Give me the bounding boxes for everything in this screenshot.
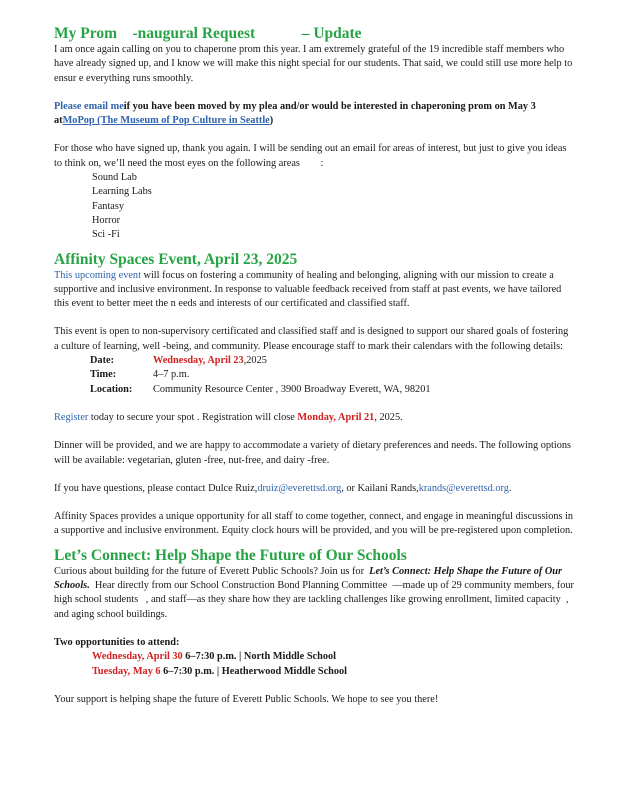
time-label: Time: <box>90 369 117 381</box>
contact-paragraph <box>54 482 574 496</box>
area-label: Learning Labs <box>92 186 152 198</box>
mopop-close: ) <box>269 115 274 127</box>
square-bullet-icon <box>76 665 82 679</box>
affinity-closing: Affinity Spaces provides a unique opportunity for all staff to come together, connect, and engage in meaningful discussions in a supportive and inclusive environment. Equity clock hours will be provided, and you will be pre-registered upon completion. <box>54 511 574 537</box>
opportunity-date: Wednesday, April 30 <box>92 651 183 663</box>
list-item <box>76 185 574 199</box>
register-paragraph <box>54 411 574 425</box>
area-label: Sci -Fi <box>92 229 120 241</box>
square-bullet-icon <box>76 228 82 242</box>
registration-close-date: Monday, April 21 <box>297 411 375 423</box>
connect-intro <box>54 565 577 622</box>
register-link[interactable]: Register <box>54 411 89 423</box>
areas-list <box>54 171 574 242</box>
registration-close-year: , 2025. <box>374 411 403 423</box>
contact-end: . <box>508 482 512 494</box>
register-text: today to secure your spot . Registration will close <box>88 411 298 423</box>
krands-email-link[interactable]: krands@everettsd.org <box>418 482 509 494</box>
square-bullet-icon <box>76 200 82 214</box>
opportunities-list <box>54 650 574 679</box>
mopop-link[interactable]: MoPop (The Museum of Pop Culture in Seattle <box>62 115 270 127</box>
square-bullet-icon <box>76 650 82 664</box>
list-item <box>76 171 574 185</box>
contact-mid: , or Kailani Rands, <box>341 482 419 494</box>
opportunity <box>92 665 347 679</box>
event-date: Wednesday, April 23 <box>153 355 244 367</box>
list-item <box>76 214 574 228</box>
area-label: Horror <box>92 214 121 226</box>
square-bullet-icon <box>76 214 82 228</box>
area-label: Fantasy <box>92 200 125 212</box>
upcoming-event-link[interactable]: This upcoming event <box>54 269 141 281</box>
connect-intro-b: Hear directly from our School Construction Bond Planning Committee —made up of 29 community members, four high school students , and staff—as they share how they are tackling challenges like growing enrollment, limited capacity , and aging school buildings. <box>54 580 577 620</box>
druiz-email-link[interactable]: druiz@everettsd.org <box>257 482 342 494</box>
email-request-text: if you have been moved by my plea and/or would be interested in chaperoning prom on May 3 at <box>54 100 536 127</box>
contact-pre: If you have questions, please contact Dulce Ruiz, <box>54 482 258 494</box>
opportunity-details: 6–7:30 p.m. | Heatherwood Middle School <box>160 665 348 677</box>
connect-closing: Your support is helping shape the future of Everett Public Schools. We hope to see you there! <box>54 693 439 705</box>
square-bullet-icon <box>76 171 82 185</box>
square-bullet-icon <box>76 185 82 199</box>
connect-intro-a: Curious about building for the future of Everett Public Schools? Join us for <box>54 565 370 577</box>
date-value <box>153 354 431 368</box>
affinity-heading: Affinity Spaces Event, April 23, 2025 <box>54 250 298 268</box>
prom-heading: My Prom -naugural Request – Update <box>54 25 362 42</box>
date-label: Date: <box>90 355 115 367</box>
opportunity-date: Tuesday, May 6 <box>92 665 161 677</box>
affinity-intro-text: will focus on fostering a community of healing and belonging, aligning with our mission to create a supportive and inclusive environment. In response to valuable feedback received from staff at past events, we have tailored this event to better meet the n eeds and interests of our certificated and classified staff. <box>54 269 562 310</box>
opportunity-details: 6–7:30 p.m. | North Middle School <box>182 651 336 663</box>
affinity-details-intro: This event is open to non-supervisory certificated and classified staff and is designed to support our shared goals of fostering a culture of learning, well -being, and community. Please encourage staff to mark their calendars with the following details: <box>54 326 569 352</box>
list-item <box>76 200 574 214</box>
list-item <box>76 650 574 664</box>
prom-followup: For those who have signed up, thank you again. I will be sending out an email for areas of interest, but just to give you ideas to think on, we’ll need the most eyes on the following areas : <box>54 143 570 169</box>
opportunity <box>92 650 336 664</box>
list-item <box>76 665 574 679</box>
affinity-intro <box>54 269 574 312</box>
event-year: ,2025 <box>243 355 267 367</box>
dinner-paragraph: Dinner will be provided, and we are happy to accommodate a variety of dietary preferences and needs. The following options will be available: vegetarian, gluten -free, nut-free, and dairy -free. <box>54 440 572 466</box>
email-me-link[interactable]: Please email me <box>54 100 124 112</box>
area-label: Sound Lab <box>92 172 137 184</box>
time-value: 4–7 p.m. <box>153 369 190 381</box>
event-details <box>90 354 431 397</box>
connect-heading: Let’s Connect: Help Shape the Future of Our Schools <box>54 546 407 564</box>
prom-intro: I am once again calling on you to chaperone prom this year. I am extremely grateful of the 19 incredible staff members who have already signed up, and I know we will make this night special for our students. That said, we could still use more help to ensur e everything runs smoothly. <box>54 44 573 84</box>
opportunities-heading: Two opportunities to attend: <box>54 636 180 648</box>
connect-event-name: Let’s Connect: Help Shape the Future of Our Schools. <box>54 565 565 592</box>
prom-email-paragraph <box>54 100 574 129</box>
location-label: Location: <box>90 383 133 395</box>
location-value: Community Resource Center , 3900 Broadway Everett, WA, 98201 <box>153 383 431 395</box>
list-item <box>76 228 574 242</box>
newsletter-page <box>54 24 577 707</box>
